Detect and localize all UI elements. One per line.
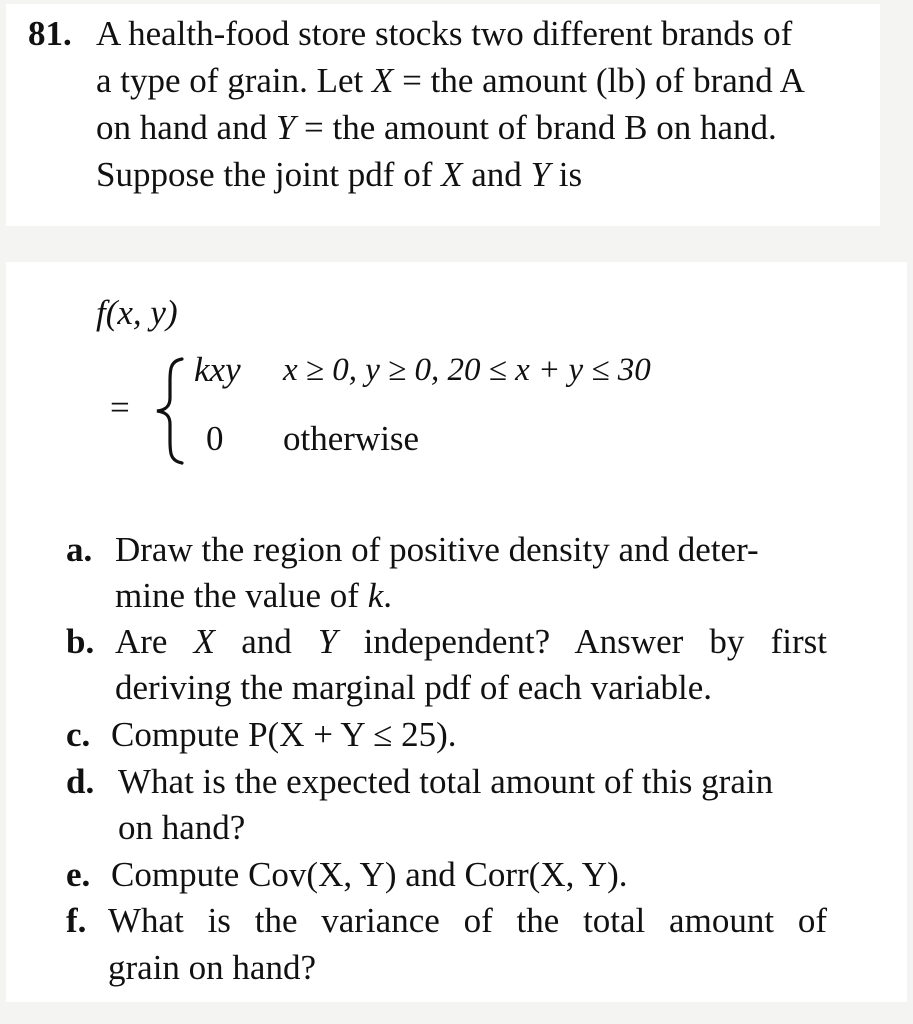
intro-line-2: a type of grain. Let X = the amount (lb) of brand A [96, 61, 805, 100]
pdf-case-1-condition: x ≥ 0, y ≥ 0, 20 ≤ x + y ≤ 30 [283, 352, 651, 388]
part-c-line-1: Compute P(X + Y ≤ 25). [111, 715, 457, 754]
intro-line-1: A health-food store stocks two different brands of [96, 14, 793, 53]
pdf-equals: = [110, 388, 130, 427]
part-b-label: b. [66, 622, 95, 661]
pdf-case-1-value: kxy [194, 350, 241, 389]
part-d-label: d. [66, 762, 95, 801]
part-b-line-2: deriving the marginal pdf of each variable. [115, 668, 713, 707]
left-brace [152, 356, 186, 466]
pdf-case-2-value: 0 [206, 419, 224, 458]
part-a-line-2: mine the value of k. [115, 576, 392, 615]
problem-number: 81. [28, 14, 72, 53]
part-c-label: c. [66, 715, 91, 754]
part-f-line-1: What is the variance of the total amount of [108, 901, 827, 940]
part-a-label: a. [66, 530, 93, 569]
part-f-line-2: grain on hand? [108, 948, 316, 987]
pdf-case-2-condition: otherwise [283, 419, 420, 458]
part-a-line-1: Draw the region of positive density and deter- [115, 530, 759, 569]
part-e-label: e. [66, 855, 91, 894]
part-b-line-1: Are X and Y independent? Answer by first [115, 622, 827, 661]
part-d-line-1: What is the expected total amount of this grain [118, 762, 774, 801]
intro-line-4: Suppose the joint pdf of X and Y is [96, 155, 583, 194]
part-f-label: f. [66, 901, 87, 940]
part-d-line-2: on hand? [118, 808, 246, 847]
intro-line-3: on hand and Y = the amount of brand B on hand. [96, 108, 777, 147]
part-e-line-1: Compute Cov(X, Y) and Corr(X, Y). [111, 855, 628, 894]
pdf-lhs: f(x, y) [96, 293, 178, 332]
